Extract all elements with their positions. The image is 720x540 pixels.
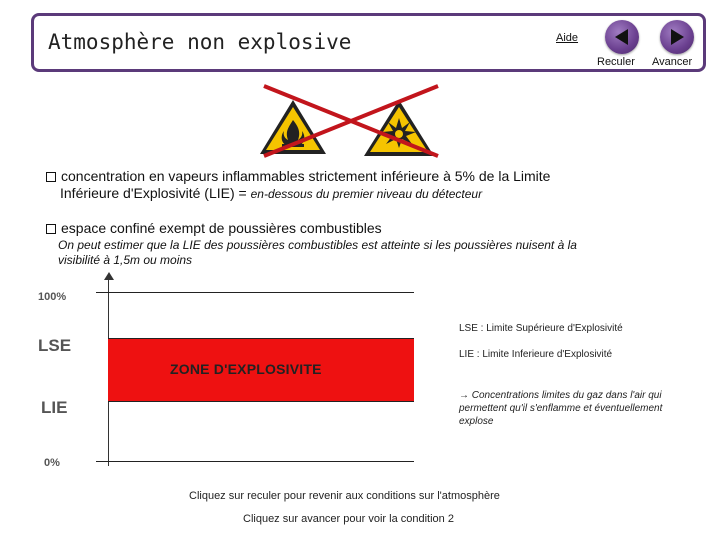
legend-lse-text: : Limite Supérieure d'Explosivité <box>477 323 623 334</box>
triangle-right-icon <box>667 27 687 47</box>
forward-button-label[interactable]: Avancer <box>652 56 693 68</box>
back-button[interactable] <box>605 20 639 54</box>
line-0-percent <box>96 461 414 462</box>
condition-bullet-1 <box>46 168 666 203</box>
footer-instruction-2: Cliquez sur avancer pour voir la condition 2 <box>243 513 454 525</box>
legend-note-line-3: explose <box>459 416 494 427</box>
bullet-1-line-2: Inférieure d'Explosivité (LIE) = <box>60 185 251 201</box>
page-title: Atmosphère non explosive <box>48 30 352 54</box>
bullet-1-note: en-dessous du premier niveau du détecteur <box>250 187 483 201</box>
legend-note-line-1: → Concentrations limites du gaz dans l'air qui <box>459 390 662 401</box>
bullet-2-note-line-1: On peut estimer que la LIE des poussières combustibles est atteinte si les poussières nuisent à la <box>58 238 577 252</box>
legend-lse <box>459 323 623 334</box>
bullet-2-note-line-2: visibilité à 1,5m ou moins <box>58 253 193 267</box>
prohibition-cross-icon <box>262 84 442 159</box>
condition-bullet-2 <box>46 220 666 237</box>
axis-arrowhead <box>104 272 114 280</box>
help-link[interactable]: Aide <box>556 32 579 44</box>
legend-lie-abbr: LIE <box>459 349 475 360</box>
legend-lie-text: : Limite Inferieure d'Explosivité <box>474 349 613 360</box>
legend-note-line-2: permettent qu'il s'enflamme et éventuellement <box>459 403 663 414</box>
zone-label: ZONE D'EXPLOSIVITE <box>170 361 322 377</box>
footer-instruction-1: Cliquez sur reculer pour revenir aux conditions sur l'atmosphère <box>189 490 500 502</box>
forward-button[interactable] <box>660 20 694 54</box>
line-100-percent <box>96 292 414 293</box>
back-button-label[interactable]: Reculer <box>597 56 635 68</box>
label-lie: LIE <box>41 398 68 417</box>
bullet-1-line-1: concentration en vapeurs inflammables strictement inférieure à 5% de la Limite <box>61 168 551 184</box>
legend-lie <box>459 349 612 360</box>
bullet-2-text: espace confiné exempt de poussières combustibles <box>61 220 382 236</box>
bullet-2-note <box>58 238 678 268</box>
triangle-left-icon <box>612 27 632 47</box>
checkbox-icon <box>46 172 56 182</box>
label-0-percent: 0% <box>44 457 60 469</box>
legend-note <box>459 389 709 428</box>
legend-lse-abbr: LSE <box>459 323 478 334</box>
label-100-percent: 100% <box>38 291 67 303</box>
label-lse: LSE <box>38 336 72 355</box>
checkbox-icon <box>46 224 56 234</box>
